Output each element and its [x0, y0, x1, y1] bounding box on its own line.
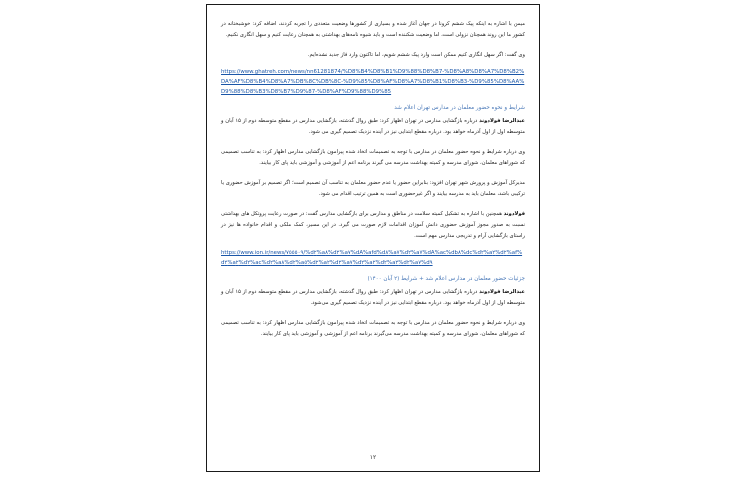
paragraph: وی درباره شرایط و نحوه حضور معلمان در مدارس با توجه به تصمیمات اتخاذ شده پیرامون بازگشایی مدارس اظهار کرد: به تناسب تصمیمی که شوراهای معلمان، شورای مدرسه و کمیته بهداشت مدرسه می گیرند برنامه اعم از آموزشی و آموزشی باید پای کار بیایند.	[221, 149, 525, 166]
paragraph-text: درباره بازگشایی مدارس در تهران اظهار کرد: طبق روال گذشته، بازگشایی مدارس در مقطع متوسطه دوم از ۱۵ آبان و متوسطه اول از اول آذرماه خواهد بود. درباره مقطع ابتدایی نیز در آینده نزدیک تصمیم گیری می شود.	[221, 118, 525, 135]
paragraph: مدیرکل آموزش و پرورش شهر تهران افزود: بنابراین حضور یا عدم حضور معلمان به تناسب آن تصمیم است؛ اگر تصمیم بر آموزش حضوری یا ترکیبی باشد، معلمان باید به مدرسه بیایند و اگر غیرحضوری است به همین ترتیب اقدام می شود.	[221, 180, 525, 197]
paragraph: وی گفت: اگر سهل انگاری کنیم ممکن است وارد پیک ششم شویم، اما تاکنون وارد فاز جدید نشده‌ایم.	[307, 52, 525, 58]
paragraph-text: همچنین با اشاره به تشکیل کمیته سلامت در مناطق و مدارس برای بازگشایی مدارس گفت: در صورت رعایت پروتکل های بهداشتی نسبت به صدور مجوز آموزش حضوری دانش آموزان اقدامات لازم صورت می گیرد. در این مسیر، کمک ملکی و اقدام خانواده ها نیز در راستای بازگشایی آرام و تدریجی مدارس مهم است.	[221, 211, 525, 239]
bold-name: عبدالرضا فولادوند	[479, 289, 525, 295]
page-number: ۱۲	[369, 454, 377, 461]
paragraph	[221, 209, 525, 242]
page-content	[221, 19, 525, 349]
section-heading: جزئیات حضور معلمان در مدارس اعلام شد + شرایط (۲ آبان ۱۴۰۰)	[367, 276, 525, 282]
section-heading: شرایط و نحوه حضور معلمان در مدارس تهران اعلام شد	[394, 105, 525, 111]
document-page	[206, 4, 540, 472]
bold-name: فولادوند	[503, 211, 525, 217]
paragraph	[221, 116, 525, 138]
bold-name: عبدالرضا فولادوند	[479, 118, 525, 124]
source-link[interactable]: https://www.ghatreh.com/news/nn61281874/%D8%B4%D8%B1%D9%88%D8%B7-%D8%A8%D8%A7%D8%B2%DA%AF%D8%B4%D8%A7%DB%8C%DB%8C-%D9%85%D8%AF%D8%A7%D8%B1%D8%B3-%D9%85%D8%AA%D9%88%D8%B3%D8%B7%D9%87-%D8%AF%D9%88%D9%85	[221, 69, 525, 95]
paragraph: وی درباره شرایط و نحوه حضور معلمان در مدارس با توجه به تصمیمات اتخاذ شده پیرامون بازگشایی مدارس اظهار کرد: به تناسب تصمیمی که شوراهای معلمان، شورای مدرسه و کمیته بهداشت مدرسه می‌گیرند برنامه اعم از آموزشی و آموزشی باید پای کار بیایند.	[221, 320, 525, 337]
paragraph: میمن با اشاره به اینکه پیک ششم کرونا در جهان آغاز شده و بسیاری از کشورها وضعیت متعددی را تجربه کردند، اضافه کرد: خوشبختانه در کشور ما این روند همچنان نزولی است، اما وضعیت شکننده است و باید شیوه نامه‌های بهداشتی به همچنان رعایت کنیم و سهل انگاری نکنیم.	[221, 21, 525, 38]
paragraph	[221, 287, 525, 309]
source-link[interactable]: https://www.ion.ir/news/٧٥٥٥٠٩/%d٢%a٨%d٢%a٧%dA%afd%d٨%a٧%d٢%a٧%dA%ac%db٨%dc%d٢%a٢%d٢%af%d٢%a٢%d٢%ac%d٢%a٨%d٢%a٥%d٢%a٢%d٢%a٧%d٢%a٢%d٢%a٢%d٢%a٧%d٩	[221, 250, 523, 266]
paragraph-text: درباره بازگشایی مدارس در تهران اظهار کرد: طبق روال گذشته، بازگشایی مدارس در مقطع متوسطه دوم از ۱۵ آبان و متوسطه اول از اول آذرماه خواهد بود. درباره مقطع ابتدایی نیز در آینده نزدیک تصمیم گیری می‌شود.	[221, 289, 525, 306]
